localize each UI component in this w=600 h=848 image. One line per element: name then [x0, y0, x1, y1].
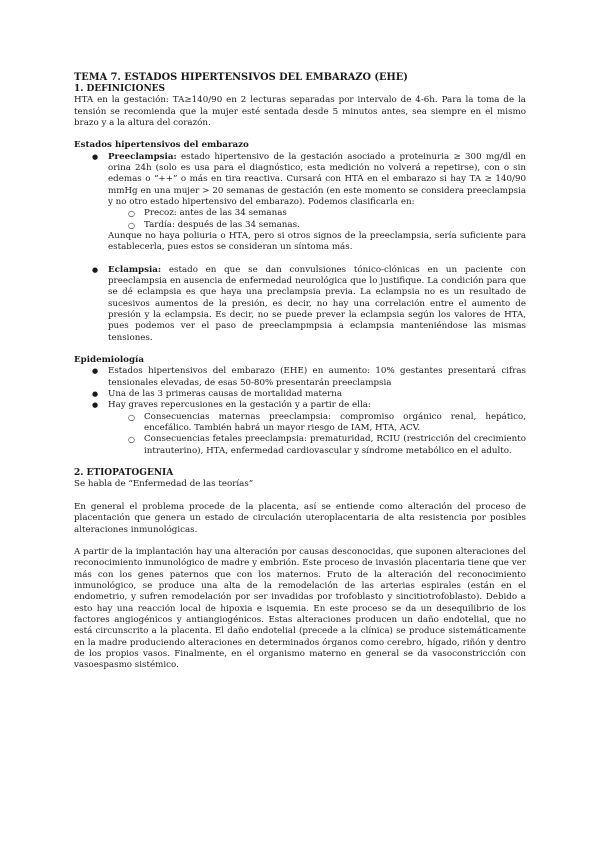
sublist-item-precoz: ○ Precoz: antes de las 34 semanas: [128, 208, 287, 219]
preeclampsia-definition: estado hipertensivo de la gestación asociado a proteinuria ≥ 300 mg/dl en orina 24h (solo es usa para el diagnóstico, esta medición no volverá a repetirse), con o sin edemas o “++” o más en tira reactiva. Cursará con HTA en el embarazo si hay TA ≥ 140/90 mmHg en una mujer > 20 semanas de gestación (en este momento se considera preeclampsia y no otro estado hipertensivo del embarazo). Podemos clasificarla en:: [108, 151, 526, 207]
epidemiology-list: [74, 366, 526, 456]
list-item-epi-3: ● Hay graves repercusiones en la gestación y a partir de ella: ○ Consecuencias maternas preeclampsia: compromiso orgánico renal, hepático, encefálico. También habrá un mayor riesgo de IAM, HTA, ACV. ○ Consecuencias fetales preeclampsia: prematuridad, RCIU (restricción del crecimiento intrauterino), HTA, enfermedad cardiovascular y síndrome metabólico en el adulto.: [92, 400, 526, 456]
section-heading-definiciones: 1. DEFINICIONES: [74, 84, 166, 94]
bullet-icon: ●: [92, 367, 99, 376]
circle-bullet-icon: ○: [128, 412, 135, 422]
paragraph-hta-gestacion: HTA en la gestación: TA≥140/90 en 2 lecturas separadas por intervalo de 4-6h. Para la toma de la tensión se recomienda que la mujer esté sentada desde 5 minutos antes, sea siempre en el mismo brazo y a la altura del corazón.: [74, 95, 526, 128]
term-preeclampsia: Preeclampsia:: [108, 151, 177, 162]
list-item-epi-2: ● Una de las 3 primeras causas de mortalidad materna: [92, 389, 343, 400]
circle-bullet-icon: ○: [128, 209, 135, 219]
term-eclampsia: Eclampsia:: [108, 264, 162, 275]
sublist-item-tardia: ○ Tardía: después de las 34 semanas.: [128, 219, 300, 230]
preeclampsia-note: Aunque no haya poliuria o HTA, pero si otros signos de la preeclampsia, sería suficiente para establecerla, pues estos se consideran un síntoma más.: [108, 230, 526, 253]
circle-bullet-icon: ○: [128, 435, 135, 445]
subheading-estados-hipertensivos: Estados hipertensivos del embarazo: [74, 140, 249, 151]
circle-bullet-icon: ○: [128, 220, 135, 230]
subheading-epidemiologia: Epidemiología: [74, 355, 144, 366]
sublist-item-maternas: ○ Consecuencias maternas preeclampsia: compromiso orgánico renal, hepático, encefálico. También habrá un mayor riesgo de IAM, HTA, ACV.: [128, 411, 526, 433]
section-heading-etiopatogenia: 2. ETIOPATOGENIA: [74, 468, 174, 479]
eclampsia-definition: estado en que se dan convulsiones tónico-clónicas en un paciente con preeclampsia en ausencia de enfermedad neurológica que lo justifique. La condición para que se dé eclampsia es que haya una preclampsia previa. La eclampsia no es un resultado de sucesivos aumentos de la presión, es decir, no hay una correlación entre el aumento de presión y la eclampsia. Es decir, no se puede prever la eclampsia según los valores de HTA, pues podemos ver el paso de preeclampmpsia a eclampsia manteniéndose las mismas tensiones.: [108, 264, 526, 343]
paragraph-enfermedad-teorias: Se habla de “Enfermedad de las teorías”: [74, 479, 254, 490]
list-item-preeclampsia: [74, 152, 526, 254]
sublist-item-fetales: ○ Consecuencias fetales preeclampsia: prematuridad, RCIU (restricción del crecimiento intrauterino), HTA, enfermedad cardiovascular y síndrome metabólico en el adulto.: [128, 434, 526, 456]
bullet-icon: ●: [92, 152, 99, 161]
document-title: TEMA 7. ESTADOS HIPERTENSIVOS DEL EMBARAZO (EHE): [74, 72, 408, 83]
consequences-sublist: [108, 412, 526, 457]
bullet-icon: ●: [92, 265, 99, 274]
paragraph-placenta: En general el problema procede de la placenta, así se entiende como alteración del proceso de placentación que genera un estado de circulación uteroplacentaria de alta resistencia por posibles alteraciones inmunológicas.: [74, 501, 526, 535]
preeclampsia-sublist: [108, 208, 526, 231]
list-item-eclampsia: [74, 265, 526, 344]
ehe-list: [74, 152, 526, 344]
paragraph-implantacion: A partir de la implantación hay una alteración por causas desconocidas, que suponen alteraciones del reconocimiento inmunológico de madre y embrión. Este proceso de invasión placentaria tiene que ver más con los genes paternos que con los maternos. Fruto de la alteración del reconocimiento inmunológico, se produce una alta de la remodelación de las arterias espirales (están en el endometrio, y sufren remodelación por ser invadidas por trofoblasto y sincitiotrofoblasto). Debido a esto hay una reacción local de hipoxia e isquemia. En este proceso se da un desequilibrio de los factores angiogénicos y antiangiogénicos. Estas alteraciones producen un daño endotelial, que no está circunscrito a la placenta. El daño endotelial (precede a la clínica) se produce sistemáticamente en la madre produciendo alteraciones en determinados órganos como cerebro, hígado, riñón y dentro de los propios vasos. Finalmente, en el organismo materno en general se da vasoconstricción con vasoespasmo sistémico.: [74, 547, 526, 671]
bullet-icon: ●: [92, 401, 99, 410]
list-item-epi-1: ● Estados hipertensivos del embarazo (EHE) en aumento: 10% gestantes presentará cifras tensionales elevadas, de esas 50-80% presentarán preeclampsia: [92, 366, 526, 388]
bullet-icon: ●: [92, 390, 99, 399]
